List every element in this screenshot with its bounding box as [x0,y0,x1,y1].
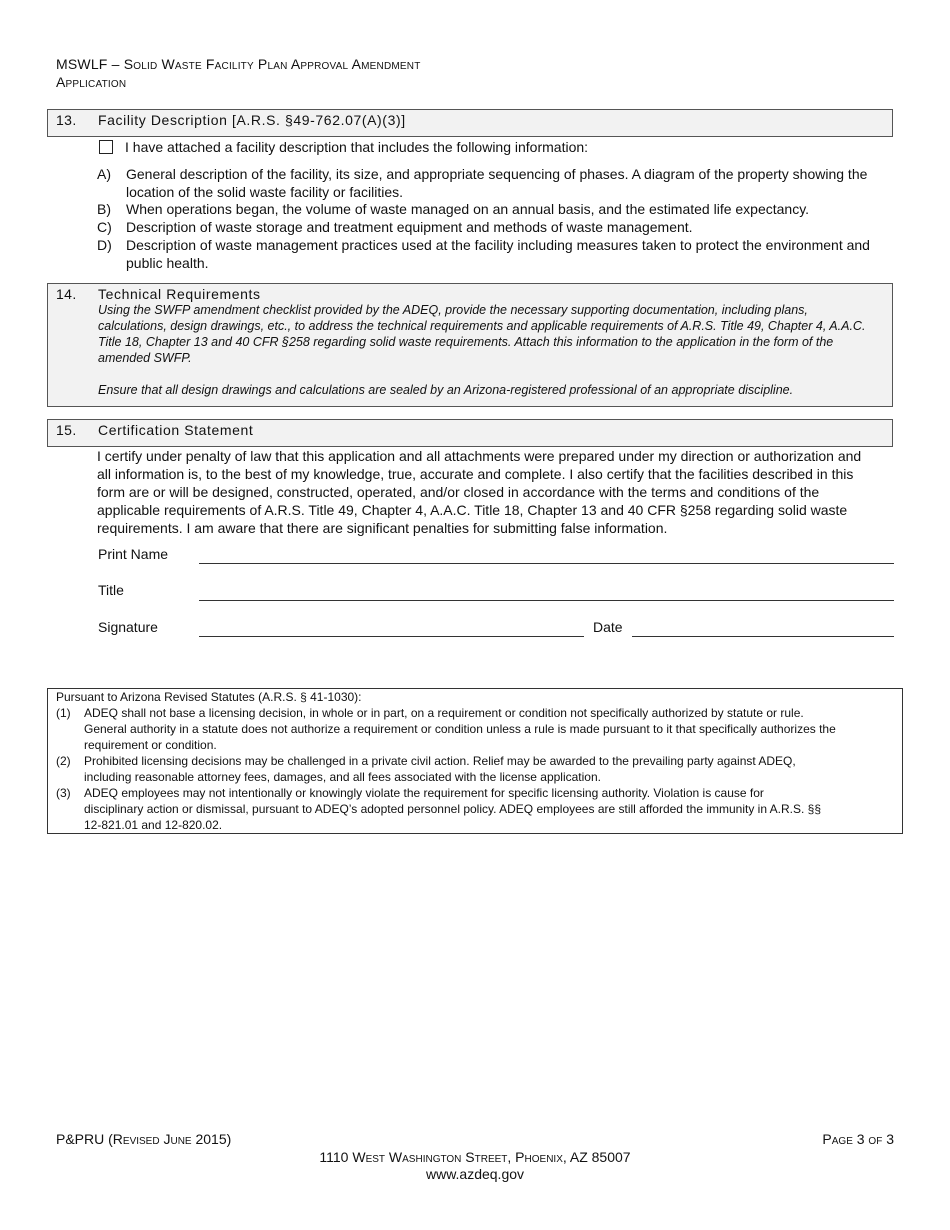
list-item-text: General description of the facility, its size, and appropriate sequencing of phases. A diagram of the property showing the [126,166,868,182]
list-item-label: B) [97,201,111,217]
list-item-text: public health. [126,255,209,271]
facility-description-checkbox[interactable] [99,140,113,154]
legal-line: requirement or condition. [84,738,217,752]
website-link[interactable]: www.azdeq.gov [425,1166,525,1182]
title-field[interactable] [199,600,894,601]
section-title: Facility Description [A.R.S. §49-762.07(A)(3)] [98,112,406,128]
legal-item [56,753,896,785]
list-item [97,236,897,272]
section-number: 15. [56,422,77,438]
legal-item [56,785,896,833]
statement-line: applicable requirements of A.R.S. Title 49, Chapter 4, A.A.C. Title 18, Chapter 13 and 40 CFR §258 regarding solid waste [97,502,848,518]
section-14-box [47,283,893,407]
legal-item-label: (3) [56,786,71,800]
list-item-text: Description of waste storage and treatment equipment and methods of waste management. [126,219,693,235]
form-header [56,55,421,91]
legal-notice-box [47,688,903,834]
statement-line: requirements. I am aware that there are significant penalties for submitting false information. [97,520,668,536]
legal-item-label: (2) [56,754,71,768]
legal-item [56,705,896,753]
title-label: Title [98,582,124,598]
legal-item-label: (1) [56,706,71,720]
section-title: Certification Statement [98,422,254,438]
section-15-header [47,419,893,447]
revision-note: P&PRU (Revised June 2015) [56,1131,232,1147]
legal-line: 12-821.01 and 12-820.02. [84,818,223,832]
legal-line: including reasonable attorney fees, damages, and all fees associated with the license application. [84,770,601,784]
checkbox-label: I have attached a facility description that includes the following information: [125,139,589,155]
print-name-field[interactable] [199,563,894,564]
legal-line: ADEQ shall not base a licensing decision, in whole or in part, on a requirement or condition not specifically authorized by statute or rule. [84,706,804,720]
list-item [97,200,897,218]
list-item [97,165,897,201]
signature-field[interactable] [199,636,584,637]
form-title-line1: MSWLF – Solid Waste Facility Plan Approval Amendment [56,56,421,72]
form-title-line2: Application [56,74,127,90]
legal-line: General authority in a statute does not authorize a requirement or condition unless a rule is made pursuant to it that specifically authorizes the [84,722,836,736]
instruction-line: calculations, design drawings, etc., to address the technical requirements and applicable requirements of A.R.S. Title 49, Chapter 4, A.A.C. [98,319,866,333]
legal-line: Prohibited licensing decisions may be challenged in a private civil action. Relief may be awarded to the prevailing party against ADEQ, [84,754,796,768]
page-number: Page 3 of 3 [822,1131,894,1147]
section-13-header [47,109,893,137]
list-item-label: A) [97,166,111,182]
instruction-line: Title 18, Chapter 13 and 40 CFR §258 regarding solid waste requirements. Attach this information to the application in the form of the [98,335,834,349]
list-item-text: Description of waste management practices used at the facility including measures taken to protect the environment and [126,237,870,253]
sealing-note: Ensure that all design drawings and calculations are sealed by an Arizona-registered professional of an appropriate discipline. [98,383,794,397]
section-title: Technical Requirements [98,286,261,302]
date-field[interactable] [632,636,894,637]
list-item-label: D) [97,237,112,253]
legal-heading: Pursuant to Arizona Revised Statutes (A.R.S. § 41-1030): [56,690,362,704]
section-number: 14. [56,286,77,302]
list-item-text: location of the solid waste facility or facilities. [126,184,404,200]
statement-line: form are or will be designed, constructed, operated, and/or closed in accordance with the terms and conditions of the [97,484,820,500]
statement-line: all information is, to the best of my knowledge, true, accurate and complete. I also certify that the facilities described in this [97,466,854,482]
statement-line: I certify under penalty of law that this application and all attachments were prepared under my direction or authorization and [97,448,862,464]
list-item [97,218,897,236]
instruction-line: amended SWFP. [98,351,192,365]
instruction-line: Using the SWFP amendment checklist provided by the ADEQ, provide the necessary supporting documentation, including plans, [98,303,808,317]
list-item-text: When operations began, the volume of waste managed on an annual basis, and the estimated life expectancy. [126,201,810,217]
list-item-label: C) [97,219,112,235]
section-number: 13. [56,112,77,128]
address: 1110 West Washington Street, Phoenix, AZ 85007 [319,1149,631,1165]
legal-line: disciplinary action or dismissal, pursuant to ADEQ’s adopted personnel policy. ADEQ employees are still afforded the immunity in A.R.S. §§ [84,802,822,816]
legal-line: ADEQ employees may not intentionally or knowingly violate the requirement for specific licensing authority. Violation is cause for [84,786,764,800]
print-name-label: Print Name [98,546,169,562]
signature-label: Signature [98,619,158,635]
certification-statement [97,447,897,537]
date-label: Date [593,619,623,635]
technical-requirements-instructions [98,302,888,398]
